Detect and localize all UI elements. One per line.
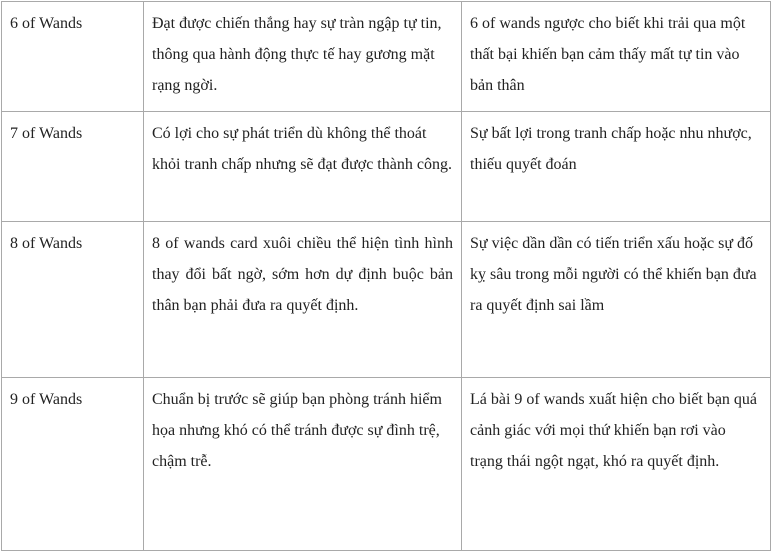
upright-meaning-cell: 8 of wands card xuôi chiều thể hiện tình hình thay đổi bất ngờ, sớm hơn dự định buộc bản thân bạn phải đưa ra quyết định.	[144, 222, 462, 378]
table-row	[2, 378, 771, 551]
reversed-meaning-cell: Sự bất lợi trong tranh chấp hoặc nhu nhược, thiếu quyết đoán	[462, 112, 771, 222]
card-name-cell: 6 of Wands	[2, 2, 144, 112]
upright-meaning-cell: Đạt được chiến thắng hay sự tràn ngập tự tin, thông qua hành động thực tế hay gương mặt rạng ngời.	[144, 2, 462, 112]
upright-meaning-cell: Có lợi cho sự phát triển dù không thể thoát khỏi tranh chấp nhưng sẽ đạt được thành công.	[144, 112, 462, 222]
table-row	[2, 2, 771, 112]
upright-meaning-cell: Chuẩn bị trước sẽ giúp bạn phòng tránh hiểm họa nhưng khó có thể tránh được sự đình trệ, chậm trễ.	[144, 378, 462, 551]
tarot-meaning-table	[1, 1, 771, 551]
table-row	[2, 112, 771, 222]
card-name-cell: 8 of Wands	[2, 222, 144, 378]
card-name-cell: 7 of Wands	[2, 112, 144, 222]
table-row	[2, 222, 771, 378]
reversed-meaning-cell: 6 of wands ngược cho biết khi trải qua một thất bại khiến bạn cảm thấy mất tự tin vào bản thân	[462, 2, 771, 112]
reversed-meaning-cell: Sự việc dần dần có tiến triển xấu hoặc sự đố kỵ sâu trong mỗi người có thể khiến bạn đưa ra quyết định sai lầm	[462, 222, 771, 378]
reversed-meaning-cell: Lá bài 9 of wands xuất hiện cho biết bạn quá cảnh giác với mọi thứ khiến bạn rơi vào trạng thái ngột ngạt, khó ra quyết định.	[462, 378, 771, 551]
card-name-cell: 9 of Wands	[2, 378, 144, 551]
